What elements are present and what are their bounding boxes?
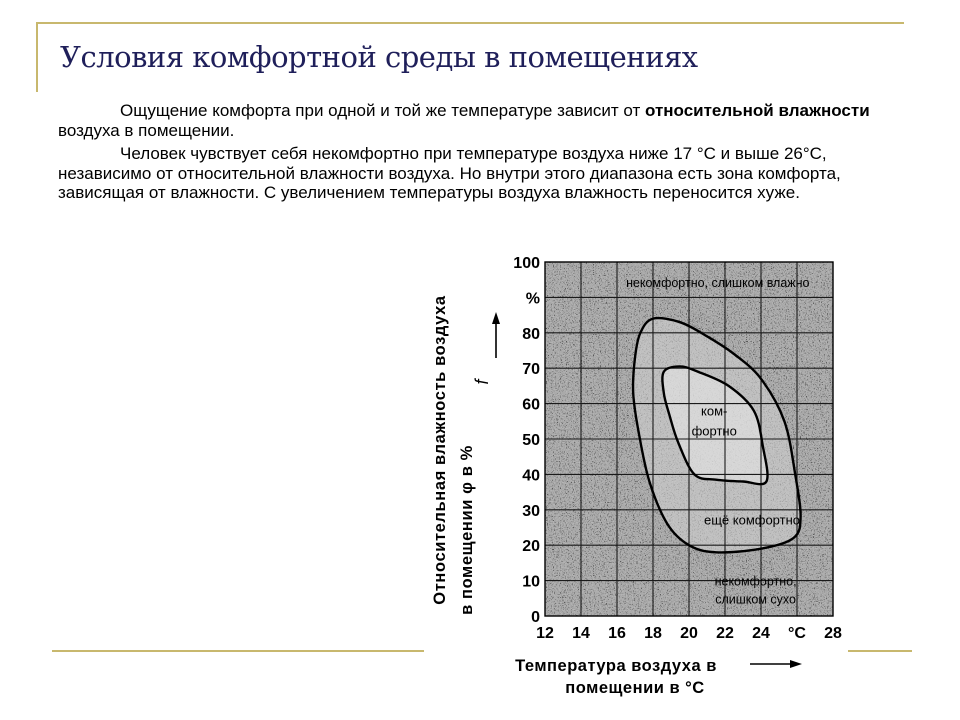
frame-bottom-line-left bbox=[52, 650, 424, 652]
slide-title: Условия комфортной среды в помещениях bbox=[60, 40, 698, 74]
frame-bottom-line-right bbox=[848, 650, 912, 652]
y-tick-label: 0 bbox=[531, 609, 540, 626]
x-axis-label-line1: Температура воздуха в bbox=[515, 657, 717, 675]
y-tick-label: 20 bbox=[522, 538, 540, 556]
y-axis-label-line1: Относительная влажность воздуха bbox=[431, 295, 449, 605]
x-tick-label: 12 bbox=[536, 625, 554, 642]
y-axis-symbol: f bbox=[472, 379, 492, 385]
zone-label-comfortable-line2: фортно bbox=[691, 423, 737, 439]
y-axis-arrow bbox=[492, 312, 500, 358]
zone-label-too-humid: некомфортно, слишком влажно bbox=[626, 276, 810, 291]
zone-label-comfortable-line1: ком- bbox=[701, 403, 728, 419]
zone-label-still-comfortable: ещё комфортно bbox=[703, 512, 801, 528]
zone-label-too-dry-line1: некомфортно, bbox=[714, 574, 797, 589]
paragraph-2: Человек чувствует себя некомфортно при температуре воздуха ниже 17 °C и выше 26°C, независимо от относительной влажности воздуха. Но внутри этого диапазона есть зона комфорта, зависящая от влажности. С увеличением температуры воздуха влажность переносится хуже. bbox=[58, 144, 841, 202]
y-tick-label: 10 bbox=[522, 573, 540, 591]
body-text bbox=[58, 101, 888, 207]
x-tick-label: 20 bbox=[680, 625, 698, 642]
paragraph-1-start: Ощущение комфорта при одной и той же температуре зависит от bbox=[120, 101, 645, 120]
x-tick-label: 14 bbox=[572, 625, 590, 642]
x-axis-arrow bbox=[750, 660, 802, 668]
x-tick-label: 28 bbox=[824, 625, 842, 642]
y-tick-label: % bbox=[525, 290, 540, 308]
y-axis-label-line2: в помещении φ в % bbox=[458, 445, 476, 615]
paragraph-1 bbox=[58, 101, 888, 140]
x-tick-label: 22 bbox=[716, 625, 734, 642]
y-tick-label: 80 bbox=[522, 325, 540, 343]
y-tick-label: 30 bbox=[522, 502, 540, 520]
y-tick-labels bbox=[513, 255, 540, 626]
x-tick-label: 16 bbox=[608, 625, 626, 642]
x-axis-label-line2: помещении в °C bbox=[565, 679, 705, 697]
comfort-chart bbox=[424, 246, 840, 702]
paragraph-1-end: воздуха в помещении. bbox=[58, 120, 235, 140]
frame-left-line bbox=[36, 22, 38, 92]
paragraph-1-bold: относительной влажности bbox=[644, 101, 870, 120]
y-tick-label: 70 bbox=[522, 361, 540, 379]
x-tick-labels bbox=[536, 625, 842, 642]
y-tick-label: 60 bbox=[522, 396, 540, 414]
y-tick-label: 50 bbox=[522, 432, 540, 449]
y-tick-label: 40 bbox=[522, 467, 540, 485]
y-tick-label: 100 bbox=[513, 255, 540, 272]
frame-top-line bbox=[36, 22, 904, 24]
x-tick-label: 24 bbox=[752, 625, 770, 642]
x-tick-label: 18 bbox=[644, 625, 662, 642]
zone-label-too-dry-line2: слишком сухо bbox=[715, 592, 796, 607]
x-tick-label: °C bbox=[788, 625, 806, 642]
